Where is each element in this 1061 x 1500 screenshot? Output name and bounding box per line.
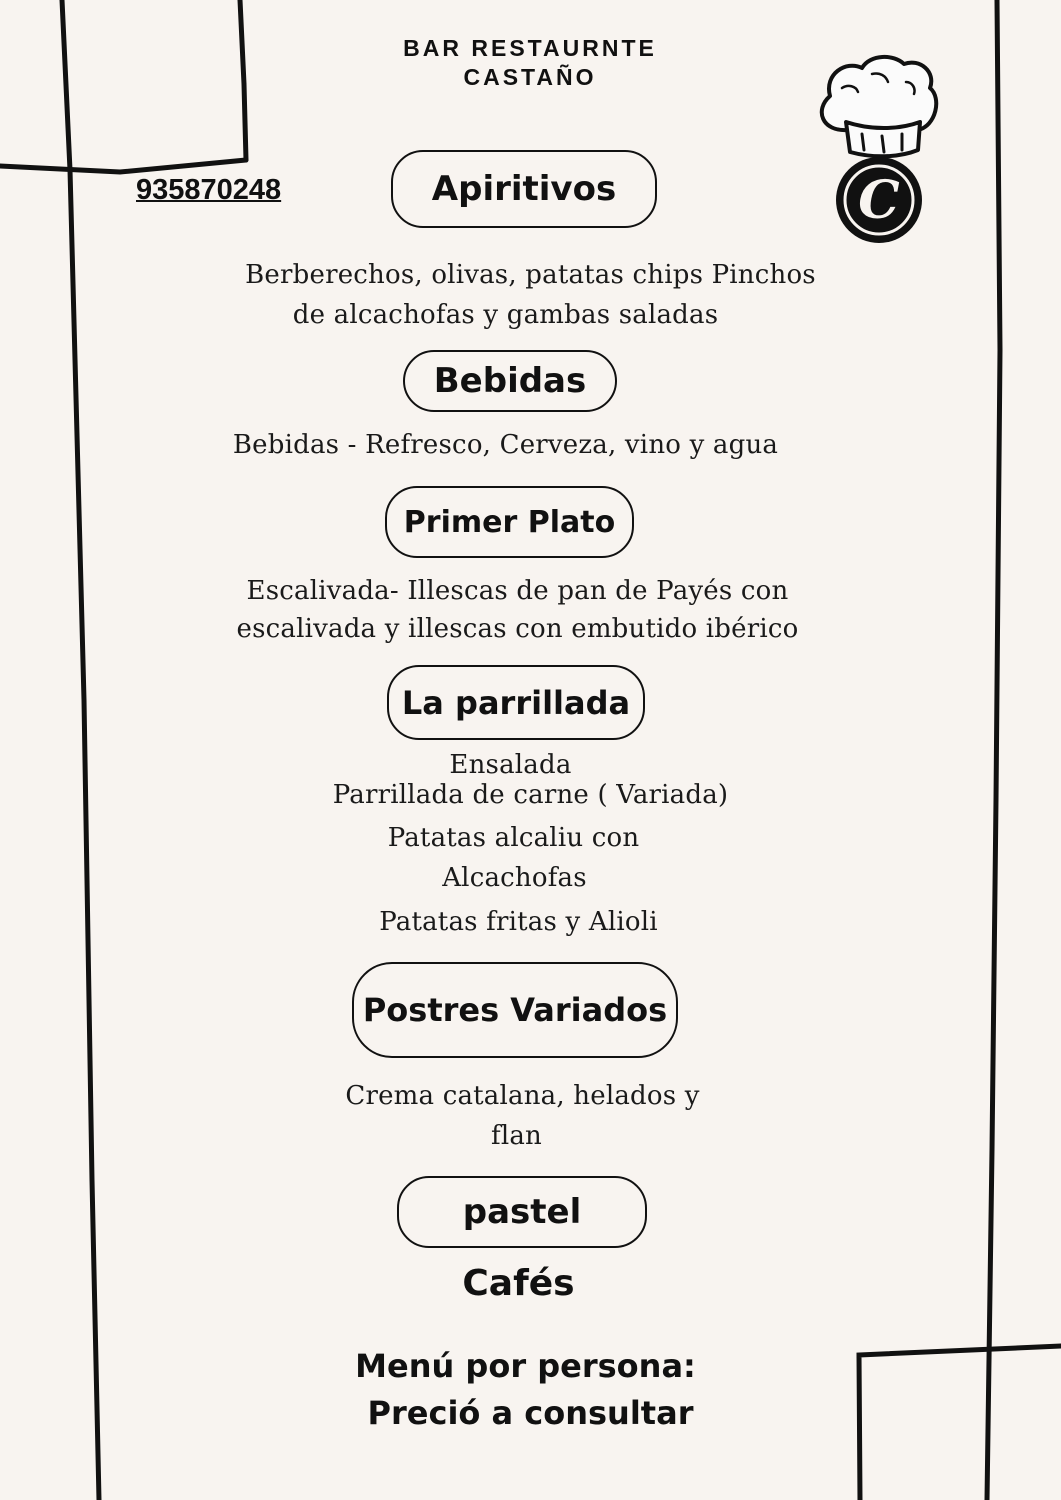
parrillada-line-5: Patatas fritas y Alioli (379, 907, 658, 937)
menu-price-line-1: Menú por persona: (355, 1347, 696, 1385)
parrillada-line-3: Patatas alcaliu con (387, 823, 640, 853)
postres-line-1: Crema catalana, helados y (345, 1081, 700, 1111)
section-heading-bebidas: Bebidas (403, 350, 617, 412)
primer-plato-line-1: Escalivada- Illescas de pan de Payés con (246, 576, 789, 606)
primer-plato-line-2: escalivada y illescas con embutido ibérico (236, 614, 799, 644)
logo-letter: C (858, 170, 900, 231)
bebidas-line-1: Bebidas - Refresco, Cerveza, vino y agua (232, 430, 779, 460)
chef-hat-icon (812, 52, 942, 247)
section-heading-pastel: pastel (397, 1176, 647, 1248)
cafes-heading: Cafés (462, 1263, 575, 1304)
parrillada-line-1: Ensalada (449, 750, 572, 780)
section-heading-apiritivos: Apiritivos (391, 150, 657, 228)
parrillada-line-2: Parrillada de carne ( Variada) (332, 780, 729, 810)
section-heading-la-parrillada: La parrillada (387, 665, 645, 740)
section-heading-primer-plato: Primer Plato (385, 486, 634, 558)
apiritivos-line-1: Berberechos, olivas, patatas chips Pinchos (245, 260, 816, 290)
restaurant-name-line1: BAR RESTAURNTE (403, 35, 657, 61)
section-heading-postres-variados: Postres Variados (352, 962, 678, 1058)
menu-price-line-2: Preció a consultar (367, 1394, 694, 1432)
parrillada-line-4: Alcachofas (442, 863, 587, 893)
apiritivos-line-2: de alcachofas y gambas saladas (292, 300, 719, 330)
restaurant-name-line2: CASTAÑO (463, 64, 597, 90)
phone-number-link[interactable]: 935870248 (136, 174, 282, 206)
postres-line-2: flan (491, 1121, 542, 1151)
